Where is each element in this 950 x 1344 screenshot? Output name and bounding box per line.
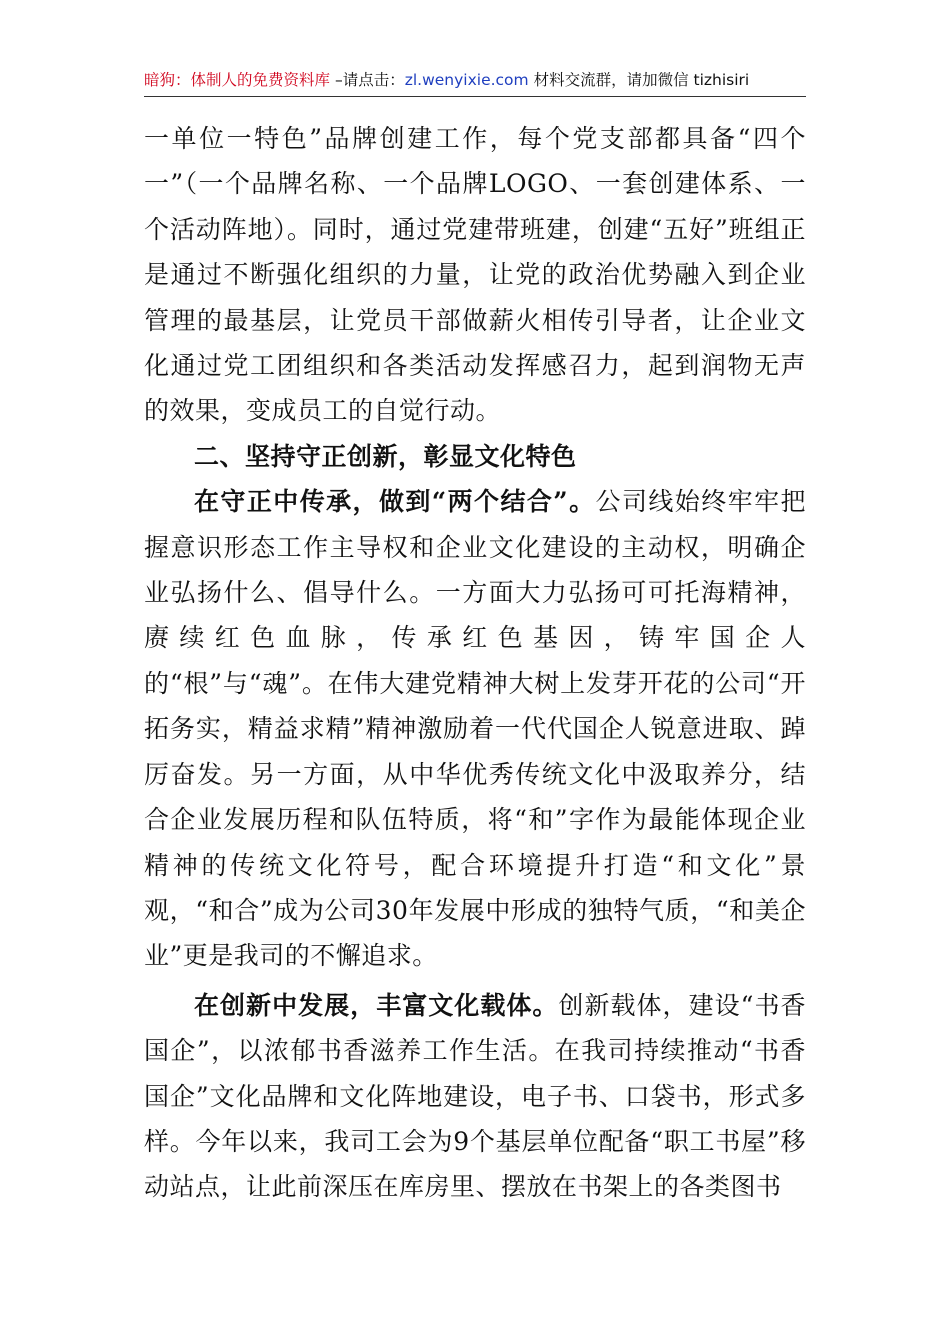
page-header bbox=[144, 66, 806, 97]
paragraph-2 bbox=[144, 479, 806, 978]
paragraph-2-lead: 在守正中传承，做到“两个结合”。 bbox=[194, 487, 596, 517]
header-wechat-note: 材料交流群，请加微信 tizhisiri bbox=[528, 71, 750, 89]
header-url-link[interactable]: zl.wenyixie.com bbox=[404, 71, 529, 89]
paragraph-1: 一单位一特色”品牌创建工作，每个党支部都具备“四个一”（一个品牌名称、一个品牌LOGO、一套创建体系、一个活动阵地）。同时，通过党建带班建，创建“五好”班组正是通过不断强化组织的力量，让党的政治优势融入到企业管理的最基层，让党员干部做薪火相传引导者，让企业文化通过党工团组织和各类活动发挥感召力，起到润物无声的效果，变成员工的自觉行动。 bbox=[144, 124, 806, 426]
paragraph-3-lead: 在创新中发展，丰富文化载体。 bbox=[194, 990, 559, 1020]
paragraph-3 bbox=[144, 983, 806, 1210]
document-body bbox=[144, 116, 806, 1210]
paragraph-3-body: 创新载体，建设“书香国企”，以浓郁书香滋养工作生活。在我司持续推动“书香国企”文化品牌和文化阵地建设，电子书、口袋书，形式多样。今年以来，我司工会为9个基层单位配备“职工书屋”移动站点，让此前深压在库房里、摆放在书架上的各类图书 bbox=[144, 990, 806, 1202]
section-heading-2: 二、坚持守正创新，彰显文化特色 bbox=[194, 441, 577, 471]
paragraph-2-body: 公司线始终牢牢把握意识形态工作主导权和企业文化建设的主动权，明确企业弘扬什么、倡导什么。一方面大力弘扬可可托海精神，赓续红色血脉，传承红色基因，铸牢国企人的“根”与“魂”。在伟大建党精神大树上发芽开花的公司“开拓务实，精益求精”精神激励着一代代国企人锐意进取、踔厉奋发。另一方面，从中华优秀传统文化中汲取养分，结合企业发展历程和队伍特质，将“和”字作为最能体现企业精神的传统文化符号，配合环境提升打造“和文化”景观，“和合”成为公司30年发展中形成的独特气质，“和美企业”更是我司的不懈追求。 bbox=[144, 487, 806, 971]
header-site-name: 暗狗：体制人的免费资料库 bbox=[144, 71, 331, 89]
header-click-prompt: –请点击： bbox=[330, 71, 405, 89]
